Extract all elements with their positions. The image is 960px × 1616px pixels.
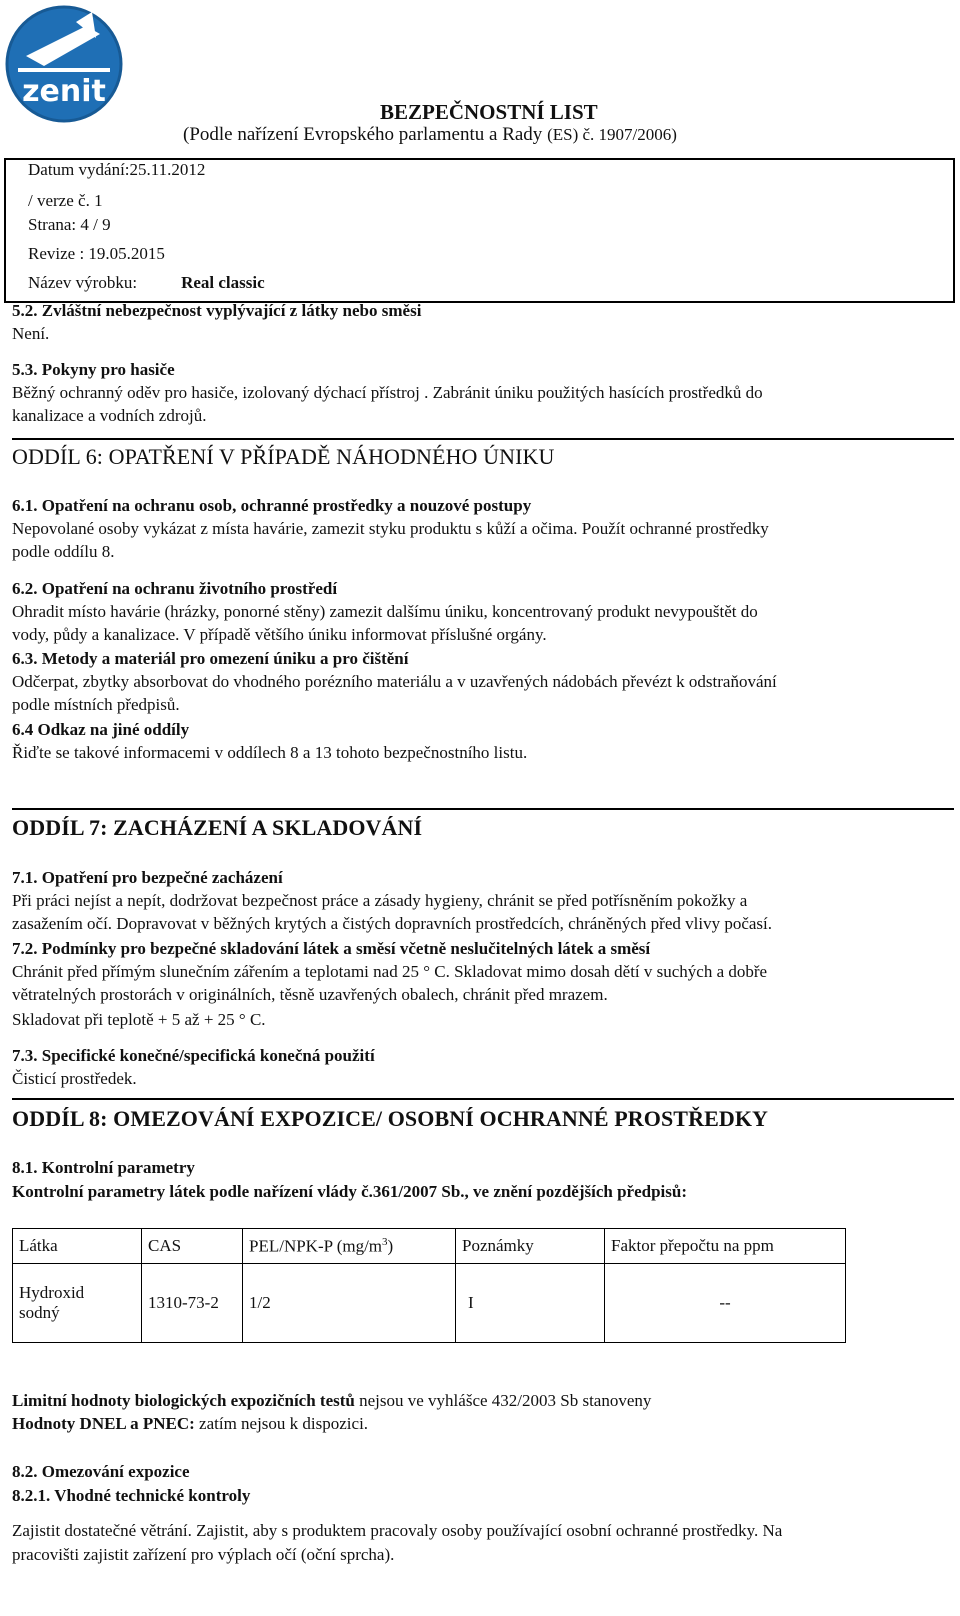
subsection-6-2-text-2: vody, půdy a kanalizace. V případě většího úniku informovat příslušné orgány. [12,625,547,644]
subsection-8-1-heading: 8.1. Kontrolní parametry [12,1158,195,1177]
subsection-6-2-text-1: Ohradit místo havárie (hrázky, ponorné stěny) zamezit dalšímu úniku, koncentrovaný produkt nevypouštět do [12,602,758,621]
table-header-row [13,1229,846,1264]
table-header-cell: Látka [13,1229,142,1264]
limit-values-note: Limitní hodnoty biologických expozičních testů nejsou ve vyhlášce 432/2003 Sb stanoveny [12,1391,652,1410]
subsection-7-2-text-1: Chránit před přímým slunečním zářením a teplotami nad 25 ° C. Skladovat mimo dosah dětí v suchých a dobře [12,962,768,981]
svg-text:zenit: zenit [22,74,106,109]
subsection-6-3-text-1: Odčerpat, zbytky absorbovat do vhodného porézního materiálu a v uzavřených nádobách převézt k odstraňování [12,672,777,691]
section-6-title: ODDÍL 6: OPATŘENÍ V PŘÍPADĚ NÁHODNÉHO ÚNIKU [12,444,555,469]
table-row [13,1264,846,1343]
table-cell-cas: 1310-73-2 [142,1264,243,1343]
subsection-8-1-subheading: Kontrolní parametry látek podle nařízení vlády č.361/2007 Sb., ve znění pozdějších předpisů: [12,1182,687,1201]
table-header-cell: Poznámky [456,1229,605,1264]
document-subtitle: (Podle nařízení Evropského parlamentu a Rady (ES) č. 1907/2006) [183,124,677,145]
section-8-title: ODDÍL 8: OMEZOVÁNÍ EXPOZICE/ OSOBNÍ OCHRANNÉ PROSTŘEDKY [12,1106,769,1131]
issue-date: Datum vydání:25.11.2012 [28,160,206,179]
subsection-7-1-text-2: zasažením očí. Dopravovat v běžných krytých a čistých dopravních prostředcích, chráněných před vlivy počasí. [12,914,772,933]
subsection-5-2-heading: 5.2. Zvláštní nebezpečnost vyplývající z látky nebo směsi [12,301,422,320]
control-parameters-table [12,1228,846,1343]
subsection-6-4-heading: 6.4 Odkaz na jiné oddíly [12,720,190,739]
subsection-8-2-1-text-1: Zajistit dostatečné větrání. Zajistit, aby s produktem pracovaly osoby používající osobní ochranné prostředky. Na [12,1521,783,1540]
section-6-rule [12,438,954,440]
subsection-5-3-text-2: kanalizace a vodních zdrojů. [12,406,207,425]
subsection-6-3-heading: 6.3. Metody a materiál pro omezení úniku a pro čištění [12,649,409,668]
product-name: Název výrobku: Real classic [28,273,265,292]
subsection-7-2-text-2: větratelných prostorách v originálních, těsně uzavřených obalech, chránit před mrazem. [12,985,608,1004]
subsection-8-2-heading: 8.2. Omezování expozice [12,1462,190,1481]
zenit-logo [4,4,124,124]
subsection-8-2-1-text-2: pracovišti zajistit zařízení pro výplach očí (oční sprcha). [12,1545,395,1564]
subsection-6-1-text-2: podle oddílu 8. [12,542,115,561]
subsection-7-3-text: Čisticí prostředek. [12,1069,137,1088]
subsection-5-3-heading: 5.3. Pokyny pro hasiče [12,360,175,379]
section-8-rule [12,1098,954,1100]
subsection-6-4-text: Řiďte se takové informacemi v oddílech 8 a 13 tohoto bezpečnostního listu. [12,743,528,762]
subsection-5-3-text-1: Běžný ochranný oděv pro hasiče, izolovaný dýchací přístroj . Zabránit úniku použitých hasících prostředků do [12,383,763,402]
subsection-7-2-text-3: Skladovat při teplotě + 5 až + 25 ° C. [12,1010,266,1029]
subsection-6-1-heading: 6.1. Opatření na ochranu osob, ochranné prostředky a nouzové postupy [12,496,532,515]
table-cell-notes: I [456,1264,605,1343]
header-info-box [4,158,955,303]
subsection-7-1-heading: 7.1. Opatření pro bezpečné zacházení [12,868,283,887]
subsection-5-2-text: Není. [12,324,50,343]
document-title: BEZPEČNOSTNÍ LIST [380,100,598,124]
subsection-7-1-text-1: Při práci nejíst a nepít, dodržovat bezpečnost práce a zásady hygieny, chránit se před potřísněním pokožky a [12,891,748,910]
subsection-6-1-text-1: Nepovolané osoby vykázat z místa havárie, zamezit styku produktu s kůží a očima. Použít ochranné prostředky [12,519,769,538]
revision-date: Revize : 19.05.2015 [28,244,165,263]
section-7-title: ODDÍL 7: ZACHÁZENÍ A SKLADOVÁNÍ [12,815,423,840]
table-cell-pel: 1/2 [243,1264,456,1343]
subsection-6-3-text-2: podle místních předpisů. [12,695,180,714]
table-cell-factor: -- [605,1264,846,1343]
subsection-7-3-heading: 7.3. Specifické konečné/specifická konečná použití [12,1046,375,1065]
subsection-7-2-heading: 7.2. Podmínky pro bezpečné skladování látek a směsí včetně neslučitelných látek a směsí [12,939,651,958]
table-header-cell: Faktor přepočtu na ppm [605,1229,846,1264]
table-cell-substance: Hydroxid sodný [13,1264,142,1343]
table-header-cell: PEL/NPK-P $(mg/m^3)$ [243,1229,456,1264]
dnel-pnec-note: Hodnoty DNEL a PNEC: zatím nejsou k dispozici. [12,1414,369,1433]
version: / verze č. 1 [28,191,103,210]
section-7-rule [12,808,954,810]
subsection-8-2-1-heading: 8.2.1. Vhodné technické kontroly [12,1486,251,1505]
subsection-6-2-heading: 6.2. Opatření na ochranu životního prostředí [12,579,338,598]
page-number: Strana: 4 / 9 [28,215,111,234]
table-header-cell: CAS [142,1229,243,1264]
